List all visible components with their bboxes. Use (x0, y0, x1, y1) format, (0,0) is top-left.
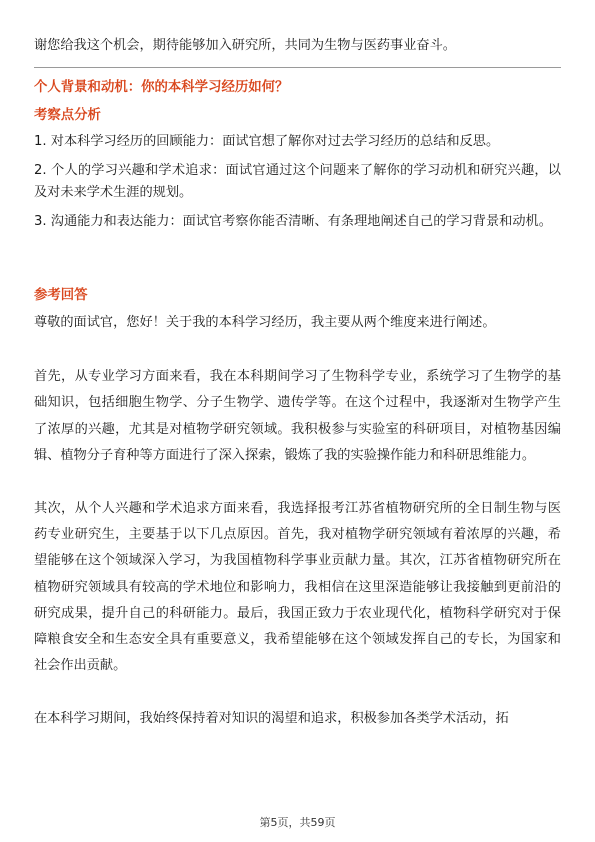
analysis-heading: 考察点分析 (34, 108, 101, 123)
analysis-item-2: 2. 个人的学习兴趣和学术追求：面试官通过这个问题来了解你的学习动机和研究兴趣，以及对未来学术生涯的规划。 (34, 162, 561, 201)
answer-paragraph-interest-motivation: 其次，从个人兴趣和学术追求方面来看，我选择报考江苏省植物研究所的全日制生物与医药专业研究生，主要基于以下几点原因。首先，我对植物学研究领域有着浓厚的兴趣，希望能够在这个领域深入学习，为我国植物科学事业贡献力量。其次，江苏省植物研究所在植物研究领域具有较高的学术地位和影响力，我相信在这里深造能够让我接触到更前沿的研究成果，提升自己的科研能力。最后，我国正致力于农业现代化，植物科学研究对于保障粮食安全和生态安全具有重要意义，我希望能够在这个领域发挥自己的专长，为国家和社会作出贡献。 (34, 501, 561, 674)
section-divider (34, 67, 561, 68)
answer-heading: 参考回答 (34, 288, 88, 303)
analysis-list (34, 131, 561, 239)
document-page (34, 0, 561, 842)
analysis-item-3: 3. 沟通能力和表达能力：面试官考察你能否清晰、有条理地阐述自己的学习背景和动机。 (34, 213, 552, 229)
answer-paragraph-continued: 在本科学习期间，我始终保持着对知识的渴望和追求，积极参加各类学术活动，拓 (34, 711, 509, 727)
question-title: 个人背景和动机：你的本科学习经历如何？ (34, 80, 289, 95)
analysis-item-1: 1. 对本科学习经历的回顾能力：面试官想了解你对过去学习经历的总结和反思。 (34, 134, 500, 149)
answer-paragraph-greeting: 尊敬的面试官，您好！关于我的本科学习经历，我主要从两个维度来进行阐述。 (34, 315, 496, 330)
answer-paragraph-major-study: 首先，从专业学习方面来看，我在本科期间学习了生物科学专业，系统学习了生物学的基础知识，包括细胞生物学、分子生物学、遗传学等。在这个过程中，我逐渐对生物学产生了浓厚的兴趣，尤其是对植物学研究领域。我积极参与实验室的科研项目，对植物基因编辑、植物分子育种等方面进行了深入探索，锻炼了我的实验操作能力和科研思维能力。 (34, 369, 561, 463)
previous-answer-closing-line: 谢您给我这个机会，期待能够加入研究所，共同为生物与医药事业奋斗。 (34, 38, 456, 53)
answer-body (34, 310, 561, 760)
page-number-footer: 第5页，共59页 (259, 816, 336, 829)
